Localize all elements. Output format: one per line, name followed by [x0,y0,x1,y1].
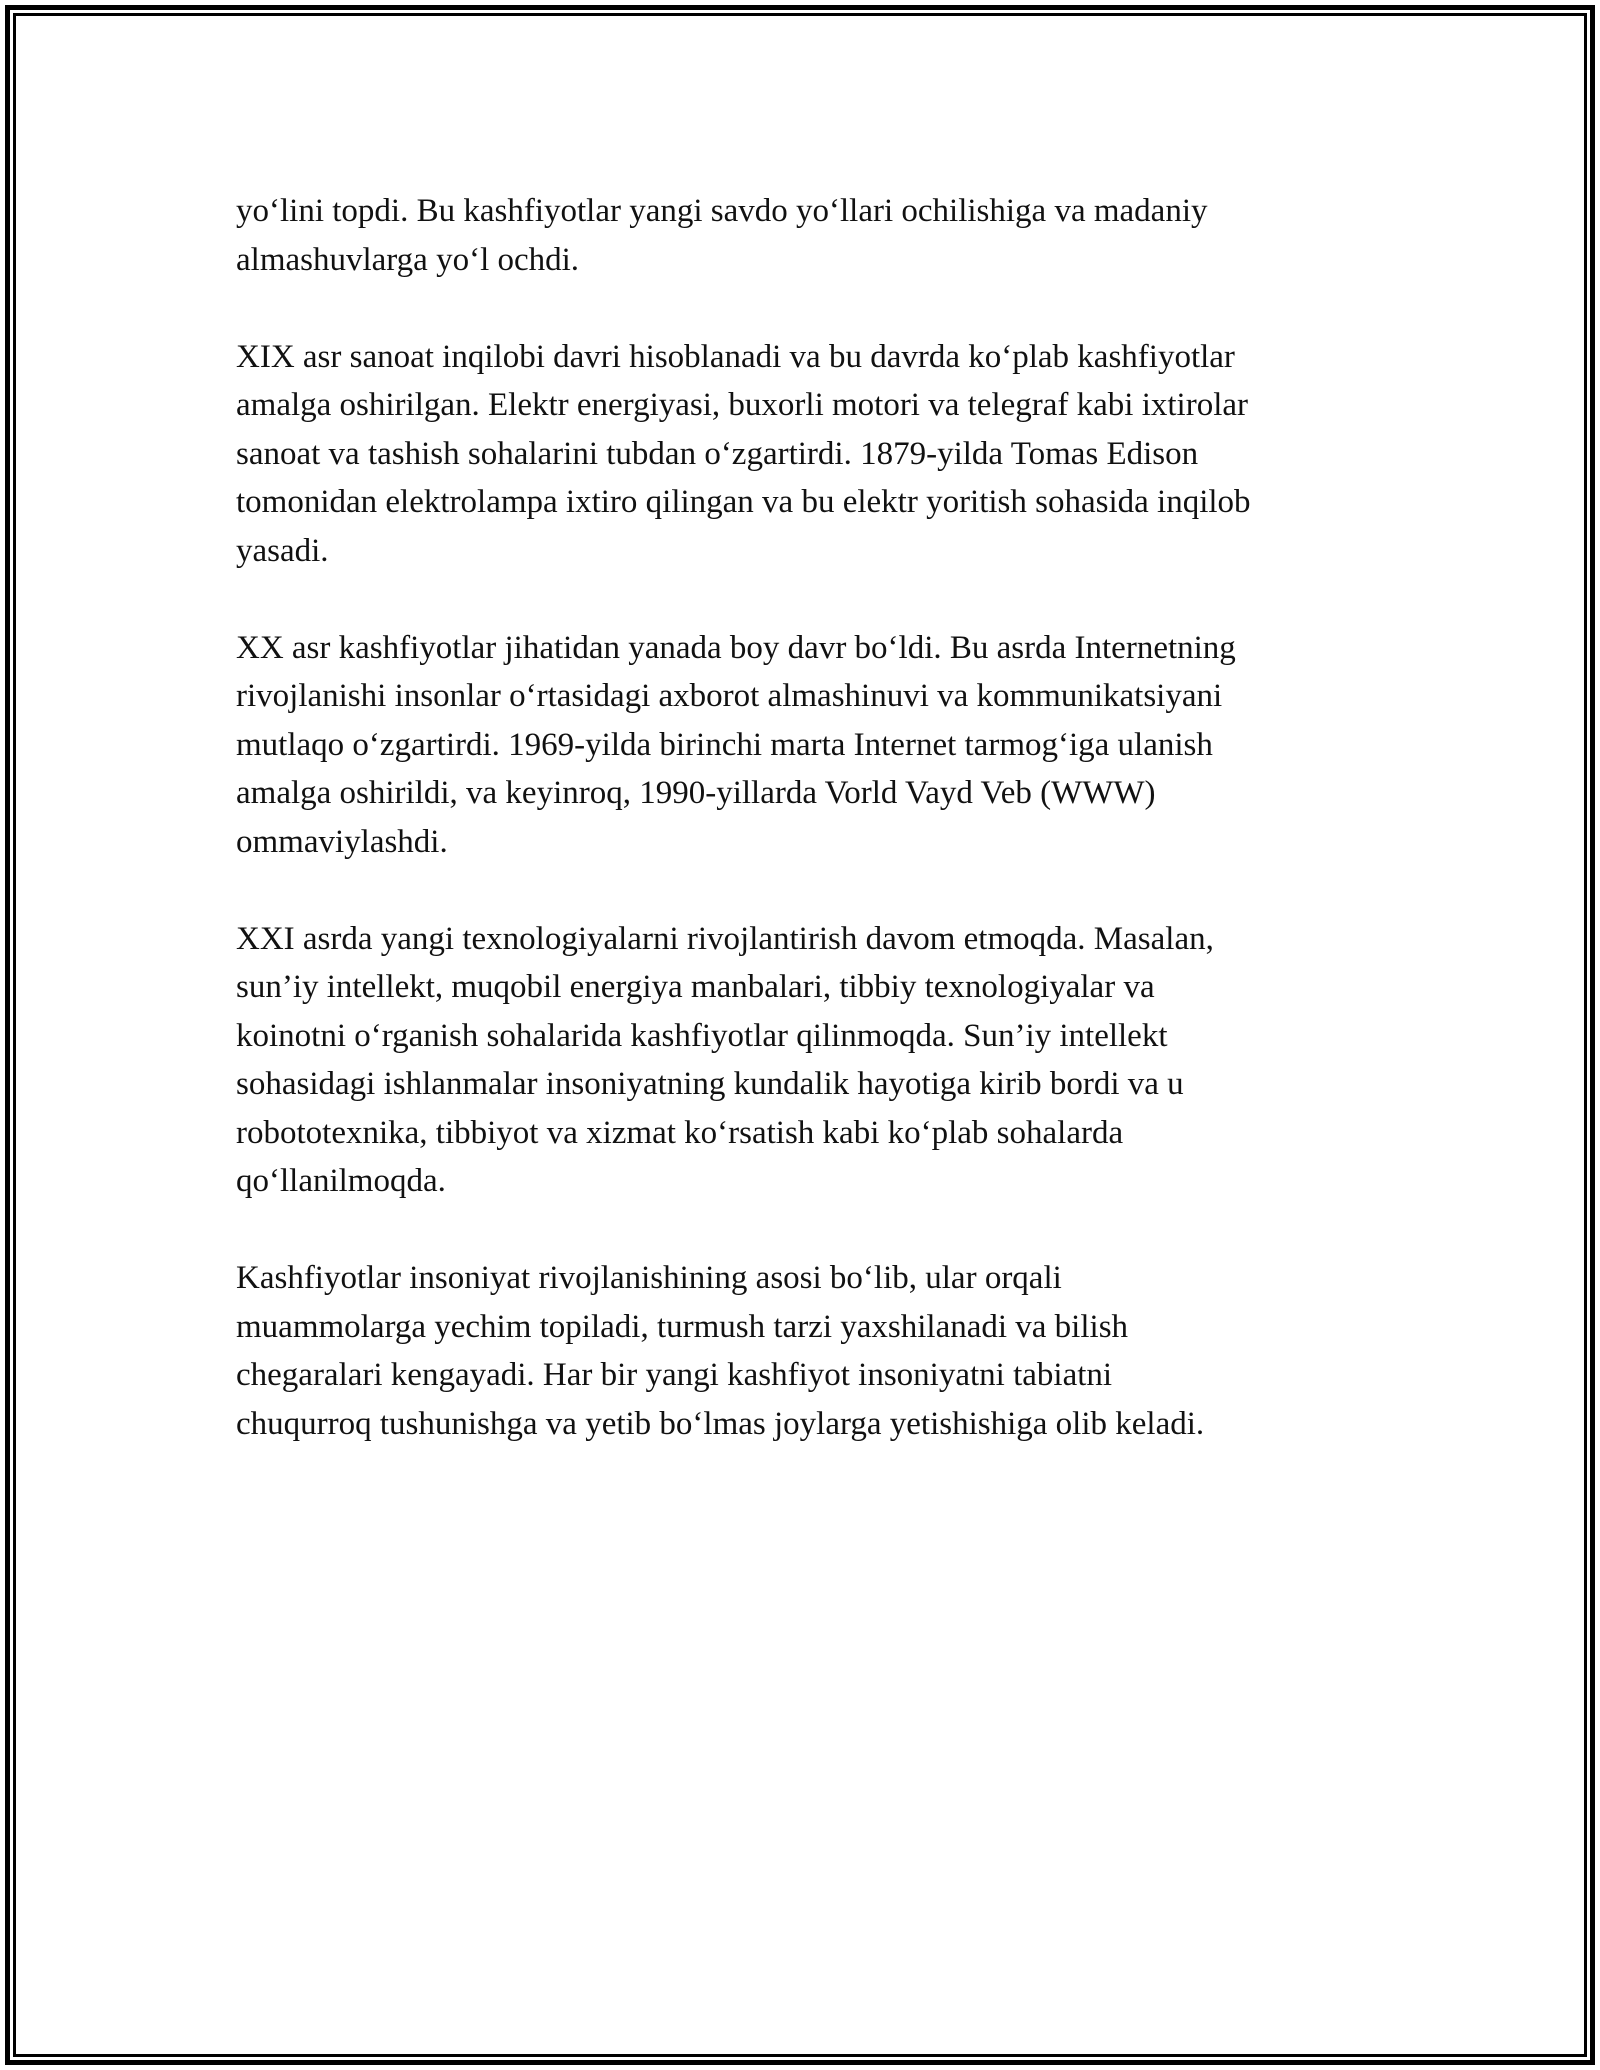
text-line: XIX asr sanoat inqilobi davri hisoblanadi va bu davrda ko‘plab kashfiyotlar [236,338,1235,375]
text-line: XX asr kashfiyotlar jihatidan yanada boy davr bo‘ldi. Bu asrda Internetning [236,629,1236,666]
paragraph [236,624,1366,867]
text-line: sun’iy intellekt, muqobil energiya manbalari, tibbiy texnologiyalar va [236,969,1155,1005]
text-line: robototexnika, tibbiyot va xizmat ko‘rsatish kabi ko‘plab sohalarda [236,1114,1124,1151]
text-line: rivojlanishi insonlar o‘rtasidagi axborot almashinuvi va kommunikatsiyani [236,678,1223,714]
paragraph [236,1254,1366,1448]
text-line: koinotni o‘rganish sohalarida kashfiyotlar qilinmoqda. Sun’iy intellekt [236,1017,1168,1054]
text-line: XXI asrda yangi texnologiyalarni rivojlantirish davom etmoqda. Masalan, [236,920,1214,957]
text-line: amalga oshirildi, va keyinroq, 1990-yillarda Vorld Vayd Veb (WWW) [236,775,1156,811]
text-line: sohasidagi ishlanmalar insoniyatning kundalik hayotiga kirib bordi va u [236,1066,1184,1102]
text-line: almashuvlarga yo‘l ochdi. [236,241,580,278]
text-line: tomonidan elektrolampa ixtiro qilingan va bu elektr yoritish sohasida inqilob [236,484,1251,520]
paragraph [236,187,1366,284]
text-line: yasadi. [236,532,329,569]
text-line: qo‘llanilmoqda. [236,1163,446,1199]
text-line: chegaralari kengayadi. Har bir yangi kashfiyot insoniyatni tabiatni [236,1357,1113,1393]
document-body [236,187,1366,1497]
text-line: mutlaqo o‘zgartirdi. 1969-yilda birinchi marta Internet tarmog‘iga ulanish [236,726,1213,763]
text-line: sanoat va tashish sohalarini tubdan o‘zgartirdi. 1879-yilda Tomas Edison [236,435,1199,472]
text-line: chuqurroq tushunishga va yetib bo‘lmas joylarga yetishishiga olib keladi. [236,1405,1205,1442]
text-line: Kashfiyotlar insoniyat rivojlanishining asosi bo‘lib, ular orqali [236,1260,1062,1296]
text-line: muammolarga yechim topiladi, turmush tarzi yaxshilanadi va bilish [236,1308,1129,1345]
paragraph [236,915,1366,1206]
paragraph [236,333,1366,576]
text-line: ommaviylashdi. [236,823,448,860]
text-line: yo‘lini topdi. Bu kashfiyotlar yangi savdo yo‘llari ochilishiga va madaniy [236,193,1208,229]
text-line: amalga oshirilgan. Elektr energiyasi, buxorli motori va telegraf kabi ixtirolar [236,387,1248,423]
